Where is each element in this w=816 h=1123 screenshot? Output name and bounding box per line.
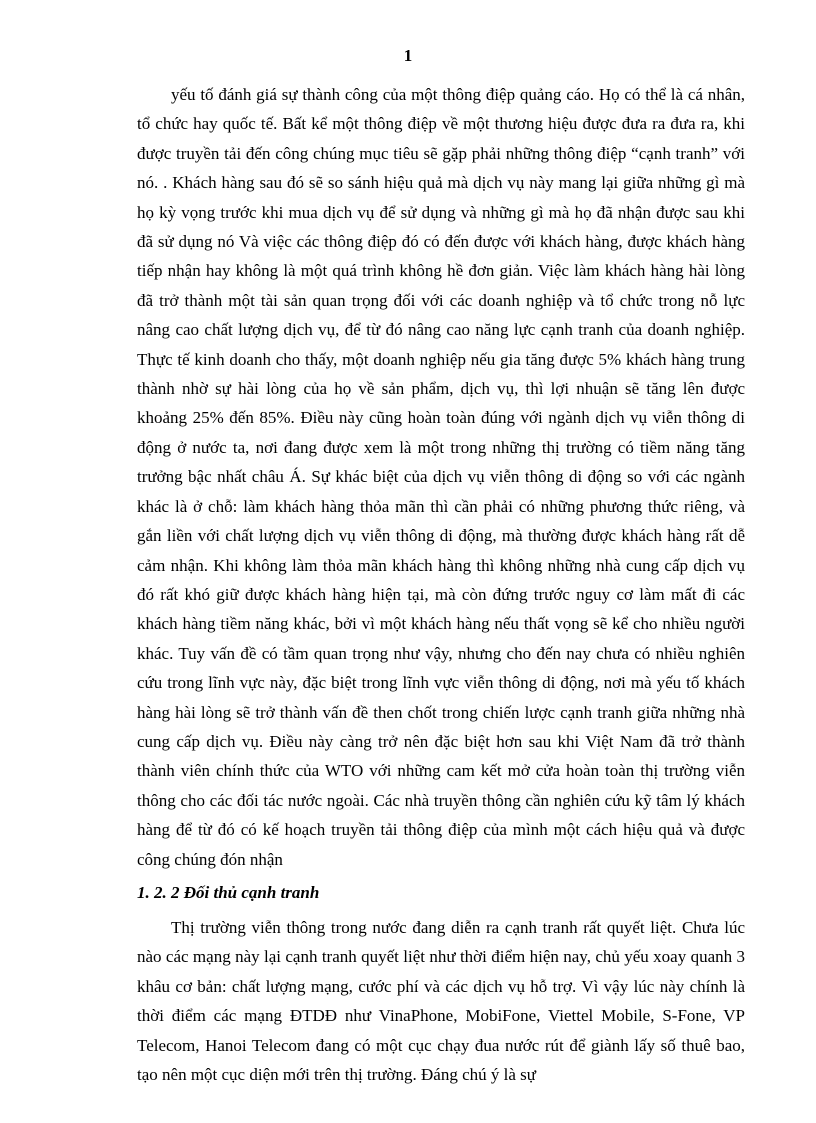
body-paragraph-2: Thị trường viễn thông trong nước đang diễn ra cạnh tranh rất quyết liệt. Chưa lúc nào các mạng này lại cạnh tranh quyết liệt như thời điểm hiện nay, chủ yếu xoay quanh 3 khâu cơ bản: chất lượng mạng, cước phí và các dịch vụ hỗ trợ. Vì vậy lúc này chính là thời điểm các mạng ĐTDĐ như VinaPhone, MobiFone, Viettel Mobile, S-Fone, VP Telecom, Hanoi Telecom đang có một cục chạy đua nước rút để giành lấy số thuê bao, tạo nên một cục diện mới trên thị trường. Đáng chú ý là sự [137,917,745,1084]
section-heading: 1. 2. 2 Đối thủ cạnh tranh [137,882,320,902]
body-paragraph-1: yếu tố đánh giá sự thành công của một thông điệp quảng cáo. Họ có thể là cá nhân, tổ chức hay quốc tế. Bất kể một thông điệp về một thương hiệu được đưa ra đưa ra, khi được truyền tải đến công chúng mục tiêu sẽ gặp phải những thông điệp “cạnh tranh” với nó. . Khách hàng sau đó sẽ so sánh hiệu quả mà dịch vụ này mang lại giữa những gì mà họ kỳ vọng trước khi mua dịch vụ để sử dụng và những gì mà họ đã nhận được sau khi đã sử dụng nó Và việc các thông điệp đó có đến được với khách hàng, được khách hàng tiếp nhận hay không là một quá trình không hề đơn giản. Việc làm khách hàng hài lòng đã trở thành một tài sản quan trọng đối với các doanh nghiệp và tổ chức trong nỗ lực nâng cao chất lượng dịch vụ, để từ đó nâng cao năng lực cạnh tranh của doanh nghiệp. Thực tế kinh doanh cho thấy, một doanh nghiệp nếu gia tăng được 5% khách hàng trung thành nhờ sự hài lòng của họ về sản phẩm, dịch vụ, thì lợi nhuận sẽ tăng lên được khoảng 25% đến 85%. Điều này cũng hoàn toàn đúng với ngành dịch vụ viễn thông di động ở nước ta, nơi đang được xem là một trong những thị trường có tiềm năng tăng trưởng bậc nhất châu Á. Sự khác biệt của dịch vụ viễn thông di động so với các ngành khác là ở chỗ: làm khách hàng thỏa mãn thì cần phải có những phương thức riêng, và gắn liền với chất lượng dịch vụ viễn thông di động, mà thường được khách hàng rất dễ cảm nhận. Khi không làm thỏa mãn khách hàng thì không những nhà cung cấp dịch vụ đó rất khó giữ được khách hàng hiện tại, mà còn đứng trước nguy cơ làm mất đi các khách hàng tiềm năng khác, bởi vì một khách hàng nếu thất vọng sẽ kể cho nhiều người khác. Tuy vấn đề có tầm quan trọng như vậy, nhưng cho đến nay chưa có nhiều nghiên cứu trong lĩnh vực này, đặc biệt trong lĩnh vực viễn thông di động, nơi mà yếu tố khách hàng hài lòng sẽ trở thành vấn đề then chốt trong chiến lược cạnh tranh giữa những nhà cung cấp dịch vụ. Điều này càng trở nên đặc biệt hơn sau khi Việt Nam đã trở thành thành viên chính thức của WTO với những cam kết mở cửa hoàn toàn thị trường viễn thông cho các đối tác nước ngoài. Các nhà truyền thông cần nghiên cứu kỹ tâm lý khách hàng để từ đó có kế hoạch truyền tải thông điệp của mình một cách hiệu quả và được công chúng đón nhận [137,85,745,869]
page-number: 1 [403,46,413,65]
page-content [137,80,745,1089]
